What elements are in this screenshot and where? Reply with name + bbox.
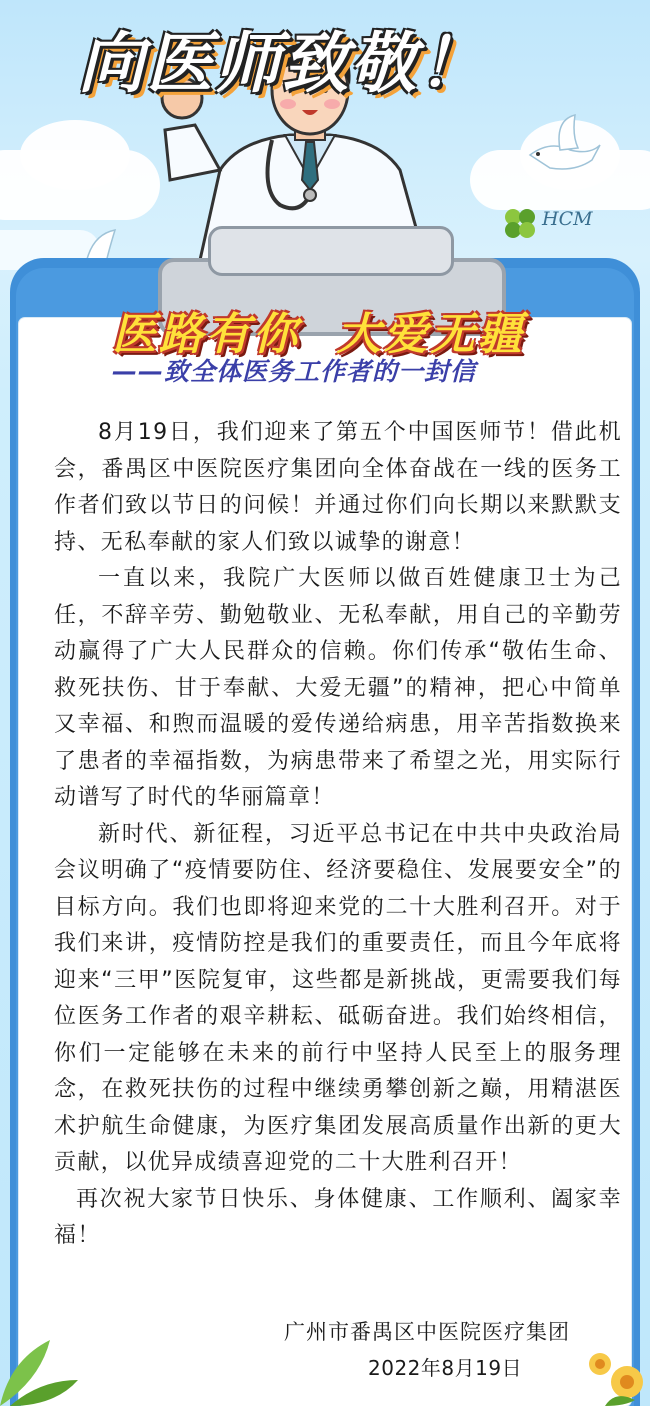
letter-paragraph: 8月19日，我们迎来了第五个中国医师节！借此机会，番禺区中医院医疗集团向全体奋战在一线的医务工作者们致以节日的问候！并通过你们向长期以来默默支持、无私奉献的家人们致以诚挚的谢意！ bbox=[54, 420, 622, 555]
letter-date: 2022年8月19日 bbox=[368, 1356, 523, 1380]
letter-body bbox=[54, 415, 622, 1255]
letter-subheadline: ——致全体医务工作者的一封信 bbox=[112, 357, 477, 386]
letter-signature: 广州市番禺区中医院医疗集团 bbox=[284, 1320, 570, 1344]
poster-title: 向医师致敬！ bbox=[78, 25, 486, 102]
dove-icon bbox=[520, 110, 610, 180]
clipboard-clip-top bbox=[208, 226, 454, 276]
sunflower-icon bbox=[585, 1350, 650, 1406]
letter-headline: 医路有你 大爱无疆 bbox=[112, 309, 525, 360]
cloud-decoration bbox=[20, 120, 130, 190]
letter-paragraph: 再次祝大家节日快乐、身体健康、工作顺利、阖家幸福！ bbox=[54, 1186, 622, 1248]
letter-paragraph: 一直以来，我院广大医师以做百姓健康卫士为己任，不辞辛劳、勤勉敬业、无私奉献，用自己的辛勤劳动赢得了广大人民群众的信赖。你们传承“敬佑生命、救死扶伤、甘于奉献、大爱无疆”的精神，把心中简单又幸福、和煦而温暖的爱传递给病患，用辛苦指数换来了患者的幸福指数，为病患带来了希望之光，用实际行动谱写了时代的华丽篇章！ bbox=[54, 566, 622, 810]
hospital-logo-icon bbox=[500, 205, 540, 241]
letter-paragraph: 新时代、新征程，习近平总书记在中共中央政治局会议明确了“疫情要防住、经济要稳住、发展要安全”的目标方向。我们也即将迎来党的二十大胜利召开。对于我们来讲，疫情防控是我们的重要责任，而且今年底将迎来“三甲”医院复审，这些都是新挑战，更需要我们每位医务工作者的艰辛耕耘、砥砺奋进。我们始终相信，你们一定能够在未来的前行中坚持人民至上的服务理念，在救死扶伤的过程中继续勇攀创新之巅，用精湛医术护航生命健康，为医疗集团发展高质量作出新的更大贡献，以优异成绩喜迎党的二十大胜利召开！ bbox=[54, 821, 622, 1175]
hospital-logo-text: HCM bbox=[542, 208, 593, 230]
leaf-icon bbox=[0, 1340, 80, 1406]
